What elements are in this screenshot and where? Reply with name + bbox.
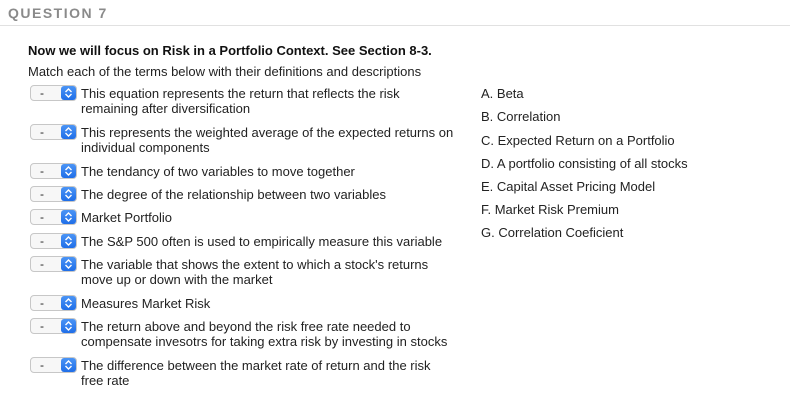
- option-c: C. Expected Return on a Portfolio: [481, 133, 675, 148]
- option-d: D. A portfolio consisting of all stocks: [481, 156, 688, 171]
- match-select-8[interactable]: [30, 295, 77, 311]
- option-b: B. Correlation: [481, 109, 561, 124]
- select-value: -: [40, 86, 44, 100]
- chevron-updown-icon[interactable]: [61, 125, 76, 139]
- select-value: -: [40, 319, 44, 333]
- select-value: -: [40, 187, 44, 201]
- match-select-5[interactable]: [30, 209, 77, 225]
- term-text: The tendancy of two variables to move together: [81, 164, 355, 179]
- select-value: -: [40, 358, 44, 372]
- chevron-updown-icon[interactable]: [61, 187, 76, 201]
- chevron-updown-icon[interactable]: [61, 319, 76, 333]
- select-value: -: [40, 210, 44, 224]
- term-text: This represents the weighted average of the expected returns on individual components: [81, 125, 454, 155]
- select-value: -: [40, 234, 44, 248]
- match-select-1[interactable]: [30, 85, 77, 101]
- term-text: The difference between the market rate of return and the risk free rate: [81, 358, 431, 388]
- chevron-updown-icon[interactable]: [61, 296, 76, 310]
- question-number: QUESTION 7: [8, 5, 108, 21]
- option-f: F. Market Risk Premium: [481, 202, 619, 217]
- match-select-6[interactable]: [30, 233, 77, 249]
- match-select-3[interactable]: [30, 163, 77, 179]
- select-value: -: [40, 257, 44, 271]
- match-select-10[interactable]: [30, 357, 77, 373]
- chevron-updown-icon[interactable]: [61, 210, 76, 224]
- term-text: This equation represents the return that reflects the risk remaining after diversification: [81, 86, 400, 116]
- term-text: Market Portfolio: [81, 210, 173, 225]
- match-select-9[interactable]: [30, 318, 77, 334]
- chevron-updown-icon[interactable]: [61, 257, 76, 271]
- match-select-4[interactable]: [30, 186, 77, 202]
- option-e: E. Capital Asset Pricing Model: [481, 179, 656, 194]
- match-select-7[interactable]: [30, 256, 77, 272]
- chevron-updown-icon[interactable]: [61, 358, 76, 372]
- term-text: Measures Market Risk: [81, 296, 211, 311]
- select-value: -: [40, 296, 44, 310]
- chevron-updown-icon[interactable]: [61, 86, 76, 100]
- chevron-updown-icon[interactable]: [61, 234, 76, 248]
- term-text: The S&P 500 often is used to empirically measure this variable: [81, 234, 443, 249]
- option-g: G. Correlation Coeficient: [481, 225, 624, 240]
- term-text: The degree of the relationship between two variables: [81, 187, 386, 202]
- select-value: -: [40, 125, 44, 139]
- question-instructions: Match each of the terms below with their definitions and descriptions: [28, 64, 422, 79]
- match-select-2[interactable]: [30, 124, 77, 140]
- question-intro: Now we will focus on Risk in a Portfolio Context. See Section 8-3.: [28, 43, 432, 58]
- select-value: -: [40, 164, 44, 178]
- question-header: [0, 0, 790, 26]
- term-text: The variable that shows the extent to which a stock's returns move up or down with the market: [81, 257, 429, 287]
- chevron-updown-icon[interactable]: [61, 164, 76, 178]
- option-a: A. Beta: [481, 86, 524, 101]
- term-text: The return above and beyond the risk free rate needed to compensate invesotrs for taking extra risk by investing in stocks: [81, 319, 448, 349]
